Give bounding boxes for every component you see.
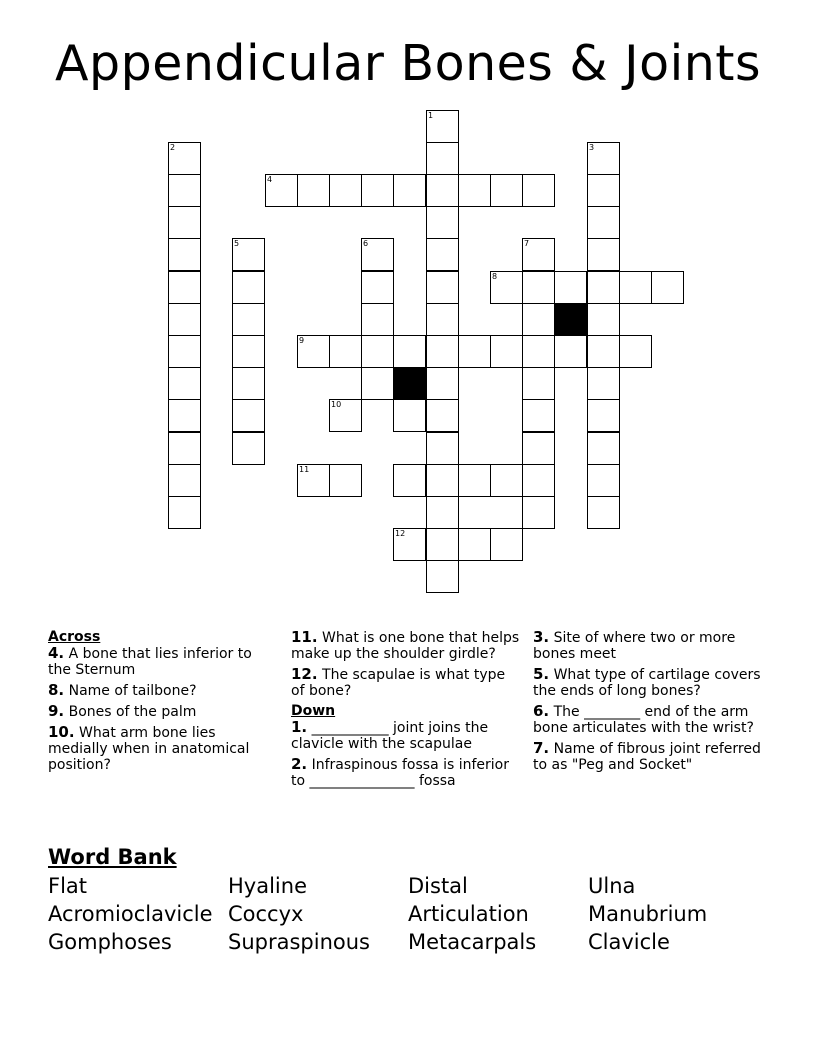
crossword-cell[interactable]	[587, 142, 620, 175]
crossword-cell[interactable]	[168, 399, 201, 432]
crossword-cell[interactable]	[329, 174, 362, 207]
crossword-cell[interactable]	[329, 335, 362, 368]
crossword-cell[interactable]	[587, 432, 620, 465]
clue-number: 1	[428, 111, 434, 120]
crossword-cell[interactable]	[393, 399, 426, 432]
crossword-cell[interactable]	[426, 560, 459, 593]
crossword-cell[interactable]	[232, 432, 265, 465]
crossword-cell[interactable]	[329, 399, 362, 432]
word-bank-word: Coccyx	[228, 902, 304, 926]
clue-number: 4	[267, 175, 273, 184]
crossword-cell[interactable]	[168, 238, 201, 271]
crossword-cell[interactable]	[522, 464, 555, 497]
crossword-cell[interactable]	[490, 528, 523, 561]
crossword-cell[interactable]	[554, 271, 587, 304]
crossword-cell[interactable]	[361, 367, 394, 400]
word-bank-word: Hyaline	[228, 874, 307, 898]
crossword-cell[interactable]	[232, 303, 265, 336]
crossword-cell[interactable]	[522, 367, 555, 400]
crossword-cell[interactable]	[361, 174, 394, 207]
crossword-cell[interactable]	[168, 303, 201, 336]
crossword-cell[interactable]	[458, 335, 491, 368]
crossword-cell[interactable]	[168, 464, 201, 497]
clue-number: 3	[589, 143, 595, 152]
crossword-cell[interactable]	[522, 496, 555, 529]
down-heading: Down	[291, 703, 336, 719]
crossword-cell[interactable]	[587, 335, 620, 368]
crossword-cell[interactable]	[393, 174, 426, 207]
clue-number: 5	[234, 239, 240, 248]
crossword-cell[interactable]	[168, 271, 201, 304]
word-bank-word: Acromioclavicle	[48, 902, 213, 926]
crossword-cell[interactable]	[426, 528, 459, 561]
clue-down-6: 6. The ________ end of the arm bone articulates with the wrist?	[533, 702, 754, 736]
crossword-cell[interactable]	[232, 367, 265, 400]
word-bank-word: Distal	[408, 874, 468, 898]
word-bank-word: Gomphoses	[48, 930, 172, 954]
clue-column-1	[48, 629, 268, 777]
crossword-cell[interactable]	[393, 335, 426, 368]
clue-number: 6	[363, 239, 369, 248]
clue-down-2: 2. Infraspinous fossa is inferior to _______________ fossa	[291, 755, 509, 789]
crossword-cell[interactable]	[426, 238, 459, 271]
word-bank-word: Flat	[48, 874, 88, 898]
clue-number: 10	[331, 400, 342, 409]
clue-across-9: 9. Bones of the palm	[48, 702, 197, 720]
crossword-cell[interactable]	[361, 238, 394, 271]
crossword-cell[interactable]	[458, 174, 491, 207]
crossword-cell[interactable]	[490, 174, 523, 207]
crossword-cell[interactable]	[297, 174, 330, 207]
crossword-cell[interactable]	[168, 335, 201, 368]
crossword-cell[interactable]	[232, 335, 265, 368]
crossword-cell[interactable]	[426, 335, 459, 368]
word-bank-column-3	[408, 872, 536, 956]
page-title: Appendicular Bones & Joints	[54, 35, 762, 92]
crossword-cell[interactable]	[426, 464, 459, 497]
crossword-cell[interactable]	[329, 464, 362, 497]
crossword-cell[interactable]	[361, 335, 394, 368]
clue-across-12: 12. The scapulae is what type of bone?	[291, 665, 506, 699]
crossword-cell[interactable]	[458, 528, 491, 561]
crossword-cell[interactable]	[587, 271, 620, 304]
clue-number: 12	[395, 529, 406, 538]
crossword-cell[interactable]	[587, 399, 620, 432]
crossword-cell[interactable]	[168, 496, 201, 529]
crossword-cell[interactable]	[587, 206, 620, 239]
clue-number: 9	[299, 336, 305, 345]
word-bank-column-2	[228, 872, 370, 956]
across-heading: Across	[48, 629, 101, 645]
crossword-cell[interactable]	[426, 432, 459, 465]
crossword-cell[interactable]	[522, 399, 555, 432]
crossword-cell[interactable]	[522, 303, 555, 336]
crossword-cell[interactable]	[522, 335, 555, 368]
clue-across-11: 11. What is one bone that helps make up the shoulder girdle?	[291, 628, 520, 662]
crossword-cell[interactable]	[554, 335, 587, 368]
crossword-cell[interactable]	[619, 271, 652, 304]
crossword-cell[interactable]	[587, 238, 620, 271]
blocked-cell	[554, 303, 587, 336]
crossword-cell[interactable]	[522, 174, 555, 207]
crossword-cell[interactable]	[651, 271, 684, 304]
crossword-cell[interactable]	[232, 238, 265, 271]
clue-across-8: 8. Name of tailbone?	[48, 681, 197, 699]
crossword-cell[interactable]	[587, 367, 620, 400]
crossword-cell[interactable]	[522, 432, 555, 465]
crossword-cell[interactable]	[522, 238, 555, 271]
word-bank-column-4	[588, 872, 707, 956]
crossword-cell[interactable]	[297, 464, 330, 497]
clue-down-7: 7. Name of fibrous joint referred to as "Peg and Socket"	[533, 739, 761, 773]
clue-column-2	[291, 629, 521, 793]
crossword-cell[interactable]	[297, 335, 330, 368]
word-bank-word: Clavicle	[588, 930, 670, 954]
clue-down-1: 1. ___________ joint joins the clavicle with the scapulae	[291, 718, 489, 752]
crossword-cell[interactable]	[426, 496, 459, 529]
clue-number: 11	[299, 465, 310, 474]
crossword-cell[interactable]	[232, 271, 265, 304]
crossword-cell[interactable]	[619, 335, 652, 368]
crossword-cell[interactable]	[522, 271, 555, 304]
crossword-cell[interactable]	[426, 142, 459, 175]
crossword-cell[interactable]	[490, 271, 523, 304]
crossword-cell[interactable]	[265, 174, 298, 207]
word-bank-title: Word Bank	[48, 845, 177, 869]
clue-number: 2	[170, 143, 176, 152]
crossword-cell[interactable]	[587, 174, 620, 207]
crossword-cell[interactable]	[426, 303, 459, 336]
crossword-cell[interactable]	[426, 110, 459, 143]
crossword-cell[interactable]	[168, 432, 201, 465]
clue-number: 7	[524, 239, 530, 248]
crossword-cell[interactable]	[361, 303, 394, 336]
clue-across-10: 10. What arm bone lies medially when in anatomical position?	[48, 723, 250, 773]
word-bank-word: Ulna	[588, 874, 636, 898]
crossword-cell[interactable]	[168, 206, 201, 239]
word-bank-word: Metacarpals	[408, 930, 537, 954]
crossword-cell[interactable]	[587, 464, 620, 497]
clue-down-3: 3. Site of where two or more bones meet	[533, 628, 736, 662]
word-bank-word: Manubrium	[588, 902, 708, 926]
crossword-cell[interactable]	[393, 528, 426, 561]
crossword-cell[interactable]	[232, 399, 265, 432]
crossword-cell[interactable]	[587, 303, 620, 336]
clue-number: 8	[492, 272, 498, 281]
crossword-cell[interactable]	[393, 464, 426, 497]
clue-across-4: 4. A bone that lies inferior to the Sternum	[48, 644, 252, 678]
crossword-cell[interactable]	[426, 367, 459, 400]
word-bank-word: Articulation	[408, 902, 529, 926]
clue-down-5: 5. What type of cartilage covers the ends of long bones?	[533, 665, 761, 699]
crossword-cell[interactable]	[361, 271, 394, 304]
crossword-cell[interactable]	[490, 335, 523, 368]
crossword-cell[interactable]	[587, 496, 620, 529]
blocked-cell	[393, 367, 426, 400]
crossword-cell[interactable]	[426, 174, 459, 207]
crossword-cell[interactable]	[426, 271, 459, 304]
crossword-cell[interactable]	[490, 464, 523, 497]
word-bank-column-1	[48, 872, 213, 956]
clue-column-3	[533, 629, 773, 777]
crossword-cell[interactable]	[426, 399, 459, 432]
word-bank-word: Supraspinous	[228, 930, 370, 954]
crossword-cell[interactable]	[458, 464, 491, 497]
crossword-cell[interactable]	[168, 174, 201, 207]
crossword-cell[interactable]	[168, 367, 201, 400]
crossword-cell[interactable]	[168, 142, 201, 175]
crossword-cell[interactable]	[426, 206, 459, 239]
